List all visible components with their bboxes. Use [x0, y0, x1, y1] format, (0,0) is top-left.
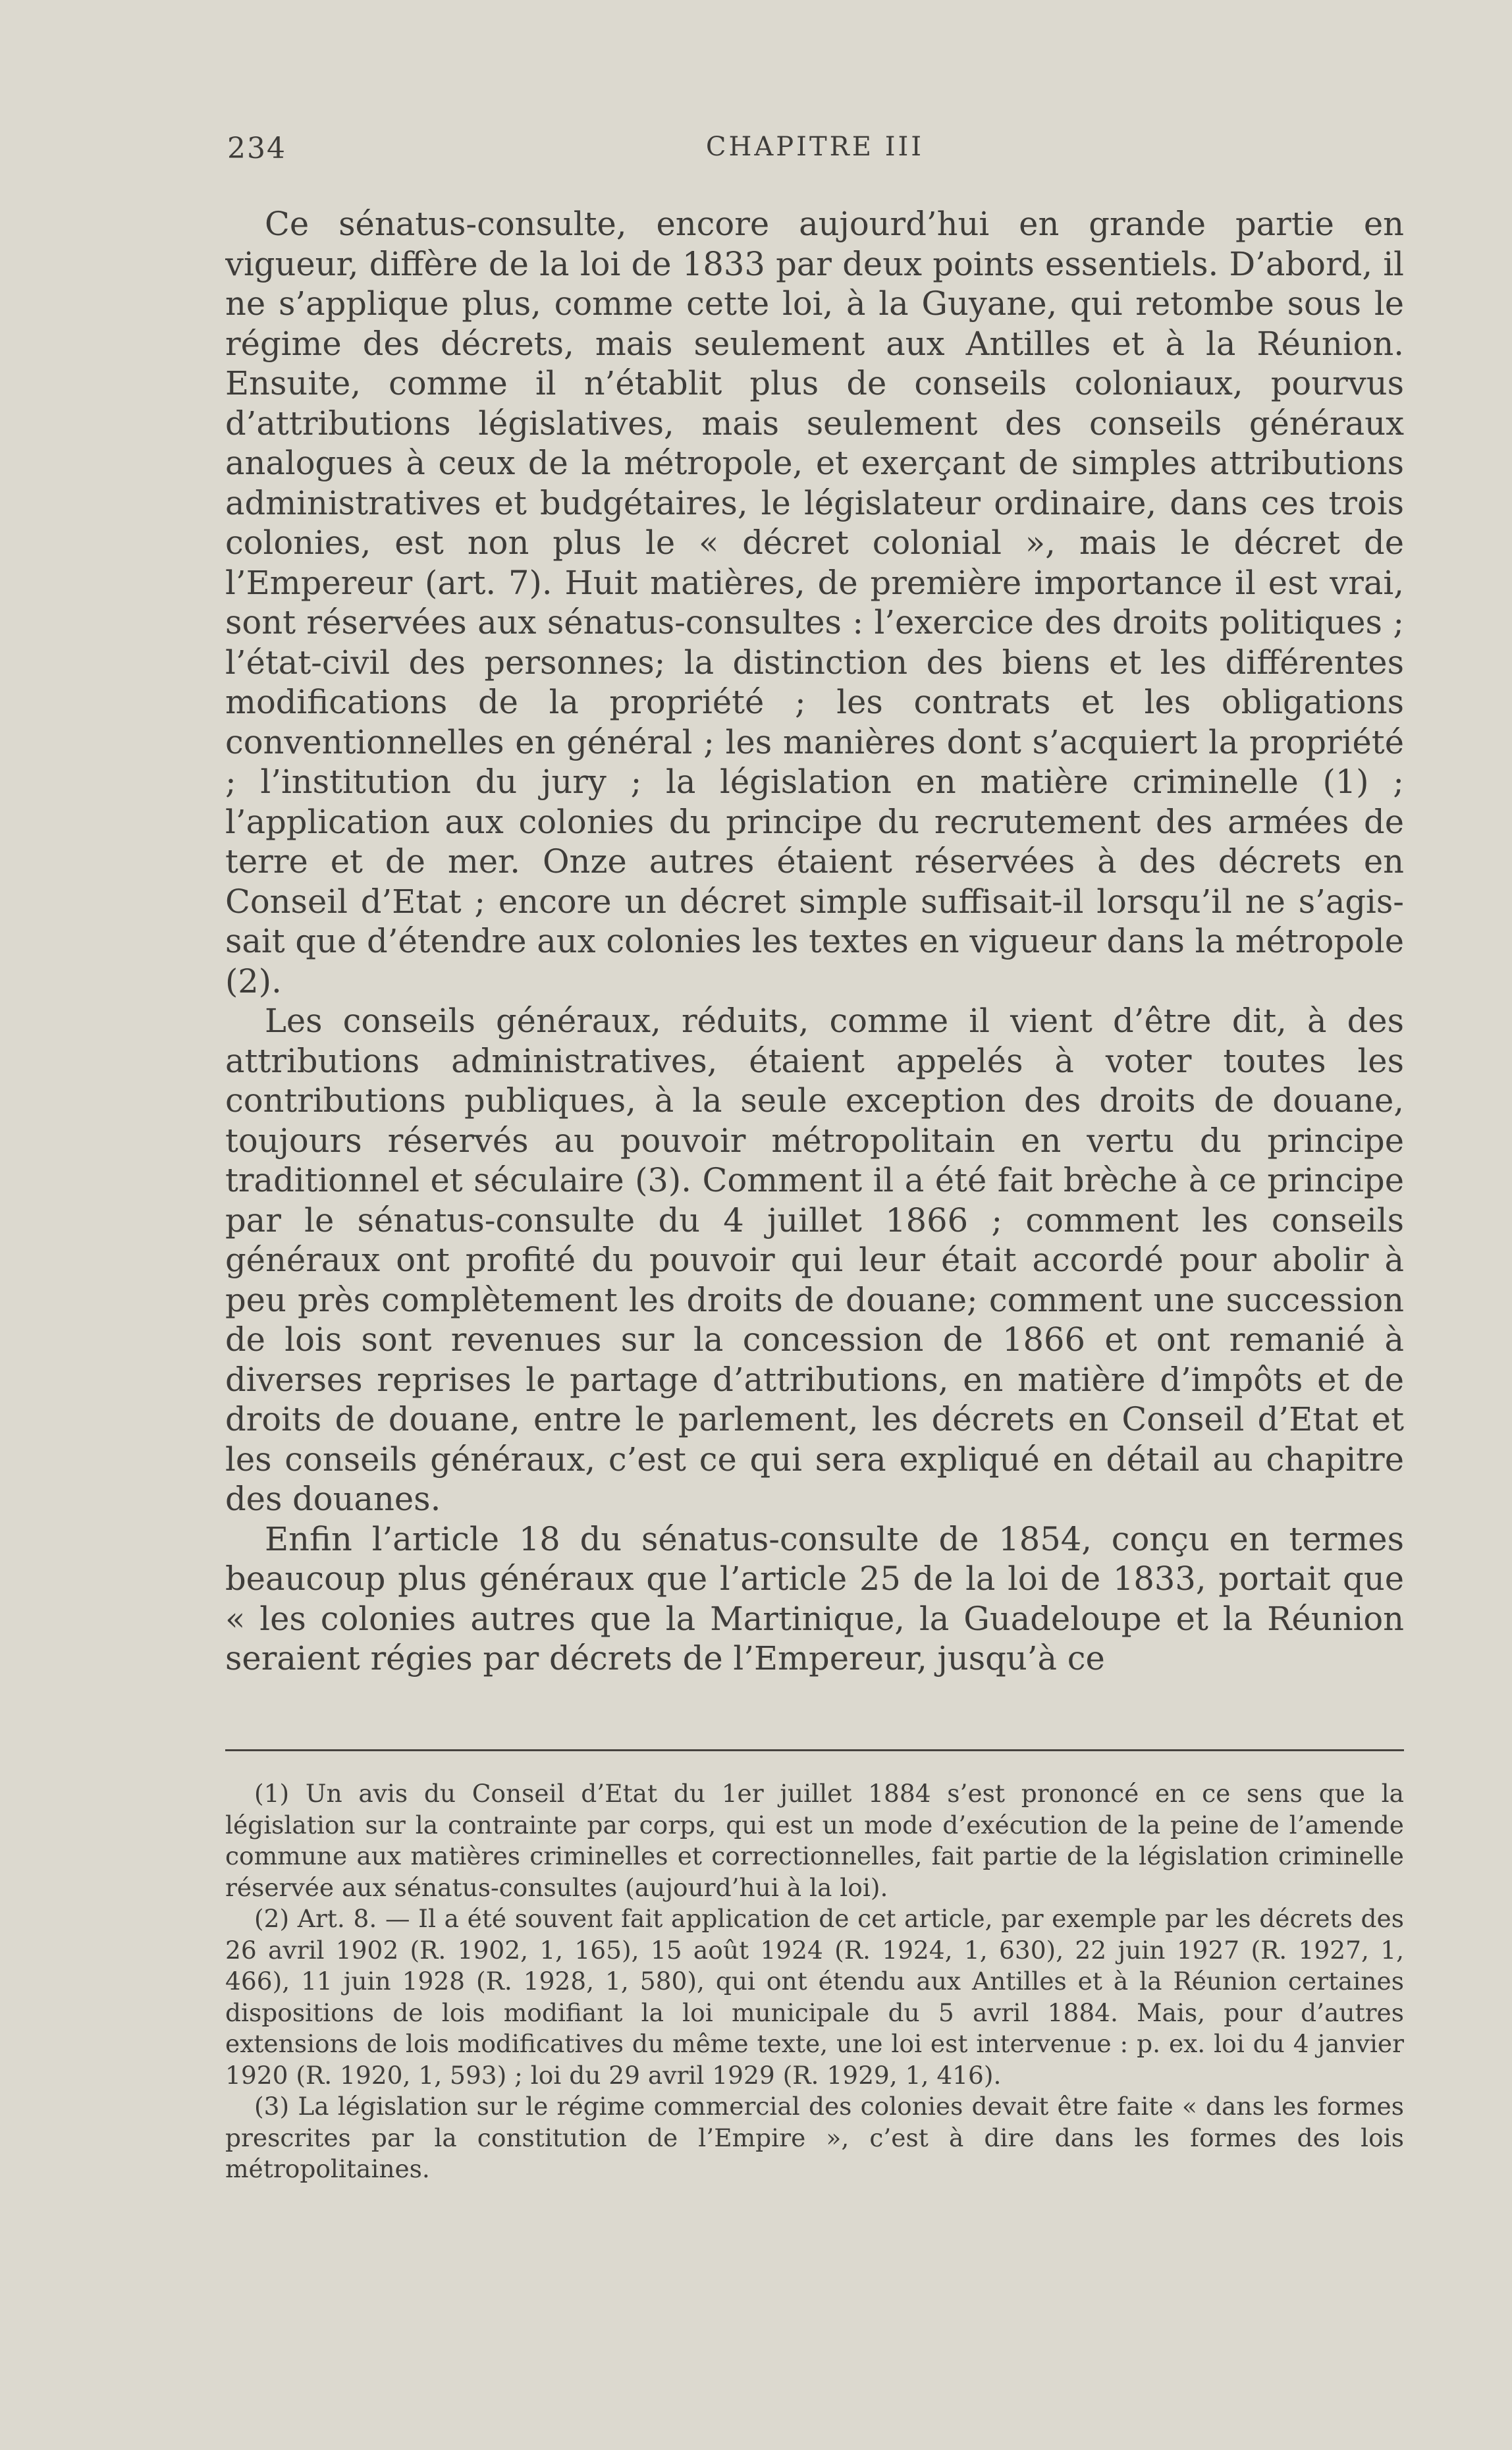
page-number: 234	[227, 132, 286, 165]
footnote: (1) Un avis du Conseil d’Etat du 1er juillet 1884 s’est prononcé en ce sens que la législation sur la contrainte par corps, qui est un mode d’exécution de la peine de l’amende commune aux matières criminelles et correctionnelles, fait partie de la législation criminelle réservée aux sénatus-consultes (aujourd’hui à la loi).	[225, 1779, 1404, 1902]
paragraph: Ce sénatus-consulte, encore aujourd’hui en grande partie en vigueur, diffère de la loi de 1833 par deux points essentiels. D’abord, il ne s’applique plus, comme cette loi, à la Guyane, qui retombe sous le régime des décrets, mais seulement aux Antilles et à la Réunion. Ensuite, comme il n’établit plus de conseils coloniaux, pourvus d’attributions législatives, mais seulement des conseils généraux analogues à ceux de la métropole, et exerçant de simples attributions administratives et budgétaires, le législateur ordinaire, dans ces trois colonies, est non plus le « décret colonial », mais le décret de l’Empereur (art. 7). Huit matières, de première importance il est vrai, sont réservées aux sénatus-consultes : l’exercice des droits politiques ; l’état-civil des personnes; la distinction des biens et les différentes modifications de la propriété ; les contrats et les obligations conventionnelles en général ; les manières dont s’acquiert la propriété ; l’institution du jury ; la législation en matière criminelle (1) ; l’application aux colonies du principe du recrutement des armées de terre et de mer. Onze autres étaient réservées à des décrets en Conseil d’Etat ; encore un décret simple suffisait-il lorsqu’il ne s’agissait que d’étendre aux colonies les textes en vigueur dans la métropole (2).	[225, 205, 1404, 1000]
paragraph: Les conseils généraux, réduits, comme il vient d’être dit, à des attributions administratives, étaient appelés à voter toutes les contributions publiques, à la seule exception des droits de douane, toujours réservés au pouvoir métropolitain en vertu du principe traditionnel et séculaire (3). Comment il a été fait brèche à ce principe par le sénatus-consulte du 4 juillet 1866 ; comment les conseils généraux ont profité du pouvoir qui leur était accordé pour abolir à peu près complètement les droits de douane; comment une succession de lois sont revenues sur la concession de 1866 et ont remanié à diverses reprises le partage d’attributions, en matière d’impôts et de droits de douane, entre le parlement, les décrets en Conseil d’Etat et les conseils généraux, c’est ce qui sera expliqué en détail au chapitre des douanes.	[225, 1002, 1404, 1518]
footnotes	[225, 1778, 1404, 2252]
footnote: (3) La législation sur le régime commercial des colonies devait être faite « dans les formes prescrites par la constitution de l’Empire », c’est à dire dans les formes des lois métropolitaines.	[225, 2092, 1404, 2183]
paragraph: Enfin l’article 18 du sénatus-consulte de 1854, conçu en termes beaucoup plus généraux que l’article 25 de la loi de 1833, portait que « les colonies autres que la Martinique, la Guadeloupe et la Réunion seraient régies par décrets de l’Empereur, jusqu’à ce	[225, 1519, 1404, 1677]
body-text	[225, 204, 1404, 1739]
running-head	[227, 132, 1403, 178]
chapter-title: CHAPITRE III	[705, 132, 925, 162]
footnote-separator	[225, 1749, 1404, 1751]
footnote: (2) Art. 8. — Il a été souvent fait application de cet article, par exemple par les décrets des 26 avril 1902 (R. 1902, 1, 165), 15 août 1924 (R. 1924, 1, 630), 22 juin 1927 (R. 1927, 1, 466), 11 juin 1928 (R. 1928, 1, 580), qui ont étendu aux Antilles et à la Réunion certaines dispositions de lois modifiant la loi municipale du 5 avril 1884. Mais, pour d’autres extensions de lois modificatives du même texte, une loi est intervenue : p. ex. loi du 4 janvier 1920 (R. 1920, 1, 593) ; loi du 29 avril 1929 (R. 1929, 1, 416).	[225, 1904, 1404, 2090]
